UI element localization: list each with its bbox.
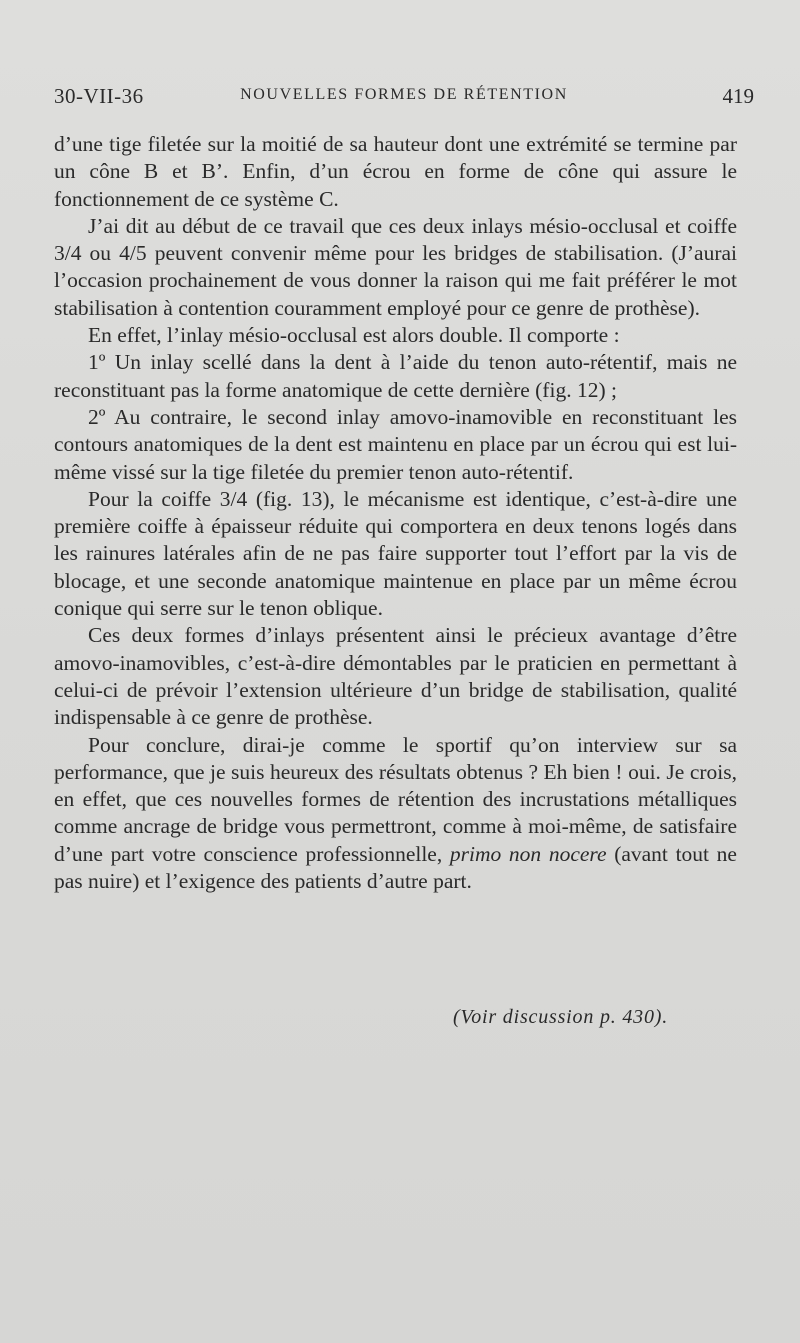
- header-date: 30-VII-36: [54, 84, 144, 108]
- paragraph-avantage: Ces deux formes d’inlays présentent ainsi le précieux avantage d’être amovo-inamovibles, c’est-à-dire démontables par le praticien en permettant à celui-ci de prévoir l’extension ultérieure d’un bridge de stabilisation, qualité indispensable à ce genre de prothèse.: [54, 623, 737, 730]
- paragraph-conclusion: [54, 732, 737, 896]
- latin-phrase: primo non nocere: [449, 841, 607, 866]
- paragraph-coiffe: Pour la coiffe 3/4 (fig. 13), le mécanisme est identique, c’est-à-dire une première coiffe à épaisseur réduite qui comportera en deux tenons logés dans les rainures latérales afin de ne pas faire supporter tout l’effort par la vis de blocage, et une seconde anatomique maintenue en place par un même écrou conique qui serre sur le tenon oblique.: [54, 486, 737, 621]
- conclusion-text-start: Pour conclure, dirai-je comme le sportif qu’on interview sur sa performance, que je suis heureux des résultats obtenus ? Eh bien ! oui. Je crois, en effet, que ces nouvelles formes de rétention des incrustations métalliques comme ancrage de bridge vous permettront, comme à moi-même, de satisfaire d’une part votre conscience professionnelle,: [54, 732, 737, 866]
- discussion-reference: (Voir discussion p. 430).: [453, 1006, 668, 1028]
- header-title: NOUVELLES FORMES DE RÉTENTION: [240, 86, 568, 103]
- conclusion-text-end: (avant tout ne pas nuire) et l’exigence des patients d’autre part.: [54, 841, 737, 894]
- running-header: [54, 84, 754, 114]
- paragraph-item-2: 2º Au contraire, le second inlay amovo-inamovible en reconstituant les contours anatomiques de la dent est maintenu en place par un écrou qui est lui-même vissé sur la tige filetée du premier tenon auto-rétentif.: [54, 404, 737, 484]
- paragraph-continuation: d’une tige filetée sur la moitié de sa hauteur dont une extrémité se termine par un cône B et B’. Enfin, d’un écrou en forme de cône qui assure le fonctionnement de ce système C.: [54, 132, 737, 211]
- body-text: [54, 131, 737, 895]
- paragraph-item-1: 1º Un inlay scellé dans la dent à l’aide du tenon auto-rétentif, mais ne reconstituant pas la forme anatomique de cette dernière (fig. 12) ;: [54, 350, 737, 402]
- page-number: 419: [722, 84, 754, 108]
- paragraph-inlays-stabilisation: J’ai dit au début de ce travail que ces deux inlays mésio-occlusal et coiffe 3/4 ou 4/5 peuvent convenir même pour les bridges de stabilisation. (J’aurai l’occasion prochainement de vous donner la raison qui me fait préférer le mot stabilisation à contention couramment employé pour ce genre de prothèse).: [54, 213, 737, 320]
- paragraph-inlay-double: En effet, l’inlay mésio-occlusal est alors double. Il comporte :: [88, 323, 620, 348]
